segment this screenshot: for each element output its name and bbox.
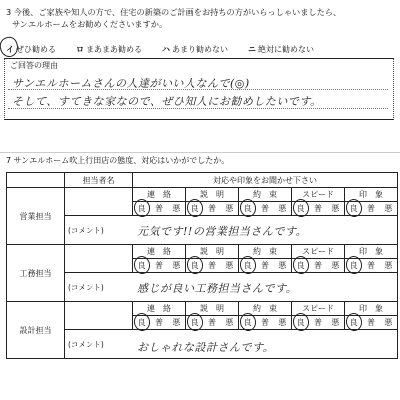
option-ha[interactable]	[162, 44, 228, 55]
reason-label: ご回答の理由	[10, 61, 58, 70]
category-contact: 連 絡	[133, 188, 186, 202]
handwritten-circle-icon	[0, 35, 21, 60]
reason-handwriting-line2: そして、すてきな家なので、ぜひ知人にお勧めしたいです。	[12, 95, 322, 108]
option-ni[interactable]	[248, 44, 314, 55]
option-ni-mark: ニ	[248, 45, 256, 54]
comment-label: (コメント)	[68, 339, 104, 349]
reason-ruled-line	[8, 89, 388, 90]
rating-good[interactable]: 良	[190, 318, 199, 327]
rating-good[interactable]: 良	[349, 318, 358, 327]
rating-bad[interactable]: 悪	[331, 318, 340, 327]
rating-bad[interactable]: 悪	[278, 204, 287, 213]
rating-good[interactable]: 良	[243, 261, 252, 270]
category-promise: 約 束	[239, 302, 292, 316]
rating-good[interactable]: 良	[137, 204, 146, 213]
comment-sales-handwriting: 元気です!!の営業担当さんです。	[137, 225, 307, 238]
rating-good[interactable]: 良	[349, 204, 358, 213]
category-contact: 連 絡	[133, 302, 186, 316]
rating-average[interactable]: 普	[154, 261, 163, 270]
rating-bad[interactable]: 悪	[278, 318, 287, 327]
rating-bad[interactable]: 悪	[331, 261, 340, 270]
rating-good[interactable]: 良	[243, 204, 252, 213]
comment-design-handwriting: おしゃれな設計さんです。	[137, 341, 275, 354]
comment-construction[interactable]	[65, 273, 398, 302]
rating-average[interactable]: 普	[366, 261, 375, 270]
reason-ruled-line	[8, 108, 388, 109]
option-ni-label: 絶対に勧めない	[258, 45, 314, 54]
category-speed: スピード	[292, 188, 345, 202]
rating-good[interactable]: 良	[137, 318, 146, 327]
rating-good[interactable]: 良	[296, 318, 305, 327]
option-ha-label: あまり勧めない	[172, 45, 228, 54]
rating-average[interactable]: 普	[260, 261, 269, 270]
category-impression: 印 象	[345, 302, 398, 316]
comment-sales[interactable]	[65, 216, 398, 245]
role-design: 設計担当	[7, 302, 65, 359]
header-eval: 対応や印象をお聞かせ下さい	[133, 173, 398, 188]
rating-good[interactable]: 良	[296, 204, 305, 213]
comment-label: (コメント)	[68, 282, 104, 292]
rating-good[interactable]: 良	[137, 261, 146, 270]
option-ha-mark: ハ	[162, 45, 170, 54]
rating-bad[interactable]: 悪	[172, 204, 181, 213]
category-contact: 連 絡	[133, 245, 186, 259]
rating-average[interactable]: 普	[313, 318, 322, 327]
option-ro[interactable]	[76, 44, 142, 55]
rating-good[interactable]: 良	[349, 261, 358, 270]
rating-average[interactable]: 普	[207, 204, 216, 213]
rating-average[interactable]: 普	[260, 318, 269, 327]
question-3-options	[6, 44, 334, 55]
rating-bad[interactable]: 悪	[225, 261, 234, 270]
rating-bad[interactable]: 悪	[384, 318, 393, 327]
option-i-label: ぜひ勧める	[16, 45, 56, 54]
rating-bad[interactable]: 悪	[278, 261, 287, 270]
name-field-construction[interactable]	[65, 245, 133, 273]
category-explanation: 説 明	[186, 188, 239, 202]
name-field-design[interactable]	[65, 302, 133, 330]
category-impression: 印 象	[345, 188, 398, 202]
category-speed: スピード	[292, 245, 345, 259]
question-7: 7 サンエルホーム吹上行田店の態度、対応はいかがでしたか。	[6, 156, 230, 165]
option-i[interactable]	[6, 44, 56, 55]
rating-average[interactable]: 普	[154, 204, 163, 213]
name-field-sales[interactable]	[65, 188, 133, 216]
section-divider	[0, 152, 400, 153]
question-3-line1: 3 今後、ご家族や知人の方で、住宅の新築のご計画をお持ちの方がいらっしゃいましたら、	[6, 7, 342, 17]
header-blank	[7, 173, 65, 188]
rating-average[interactable]: 普	[366, 204, 375, 213]
category-promise: 約 束	[239, 245, 292, 259]
rating-good[interactable]: 良	[190, 261, 199, 270]
role-construction: 工務担当	[7, 245, 65, 302]
rating-bad[interactable]: 悪	[225, 318, 234, 327]
rating-average[interactable]: 普	[366, 318, 375, 327]
rating-bad[interactable]: 悪	[384, 204, 393, 213]
category-impression: 印 象	[345, 245, 398, 259]
option-ro-mark: ロ	[76, 45, 84, 54]
rating-bad[interactable]: 悪	[331, 204, 340, 213]
rating-bad[interactable]: 悪	[172, 318, 181, 327]
question-3	[6, 6, 398, 30]
category-explanation: 説 明	[186, 302, 239, 316]
rating-average[interactable]: 普	[313, 261, 322, 270]
rating-bad[interactable]: 悪	[172, 261, 181, 270]
rating-good[interactable]: 良	[243, 318, 252, 327]
rating-bad[interactable]: 悪	[225, 204, 234, 213]
question-3-line2: サンエルホームをお勧めくださいますか。	[12, 19, 168, 29]
rating-average[interactable]: 普	[154, 318, 163, 327]
category-explanation: 説 明	[186, 245, 239, 259]
header-name: 担当者名	[65, 173, 133, 188]
reason-handwriting-line1: サンエルホームさんの人達がいい人なんで(◎)	[12, 77, 250, 90]
option-i-mark: イ	[6, 45, 14, 54]
comment-label: (コメント)	[68, 225, 104, 235]
rating-bad[interactable]: 悪	[384, 261, 393, 270]
rating-good[interactable]: 良	[296, 261, 305, 270]
category-speed: スピード	[292, 302, 345, 316]
rating-average[interactable]: 普	[260, 204, 269, 213]
comment-construction-handwriting: 感じが良い工務担当さんです。	[137, 282, 298, 295]
role-sales: 営業担当	[7, 188, 65, 245]
option-ro-label: まあまあ勧める	[86, 45, 142, 54]
rating-average[interactable]: 普	[207, 318, 216, 327]
rating-good[interactable]: 良	[190, 204, 199, 213]
rating-average[interactable]: 普	[207, 261, 216, 270]
category-promise: 約 束	[239, 188, 292, 202]
rating-average[interactable]: 普	[313, 204, 322, 213]
comment-design[interactable]	[65, 330, 398, 359]
rating-table	[6, 172, 398, 359]
